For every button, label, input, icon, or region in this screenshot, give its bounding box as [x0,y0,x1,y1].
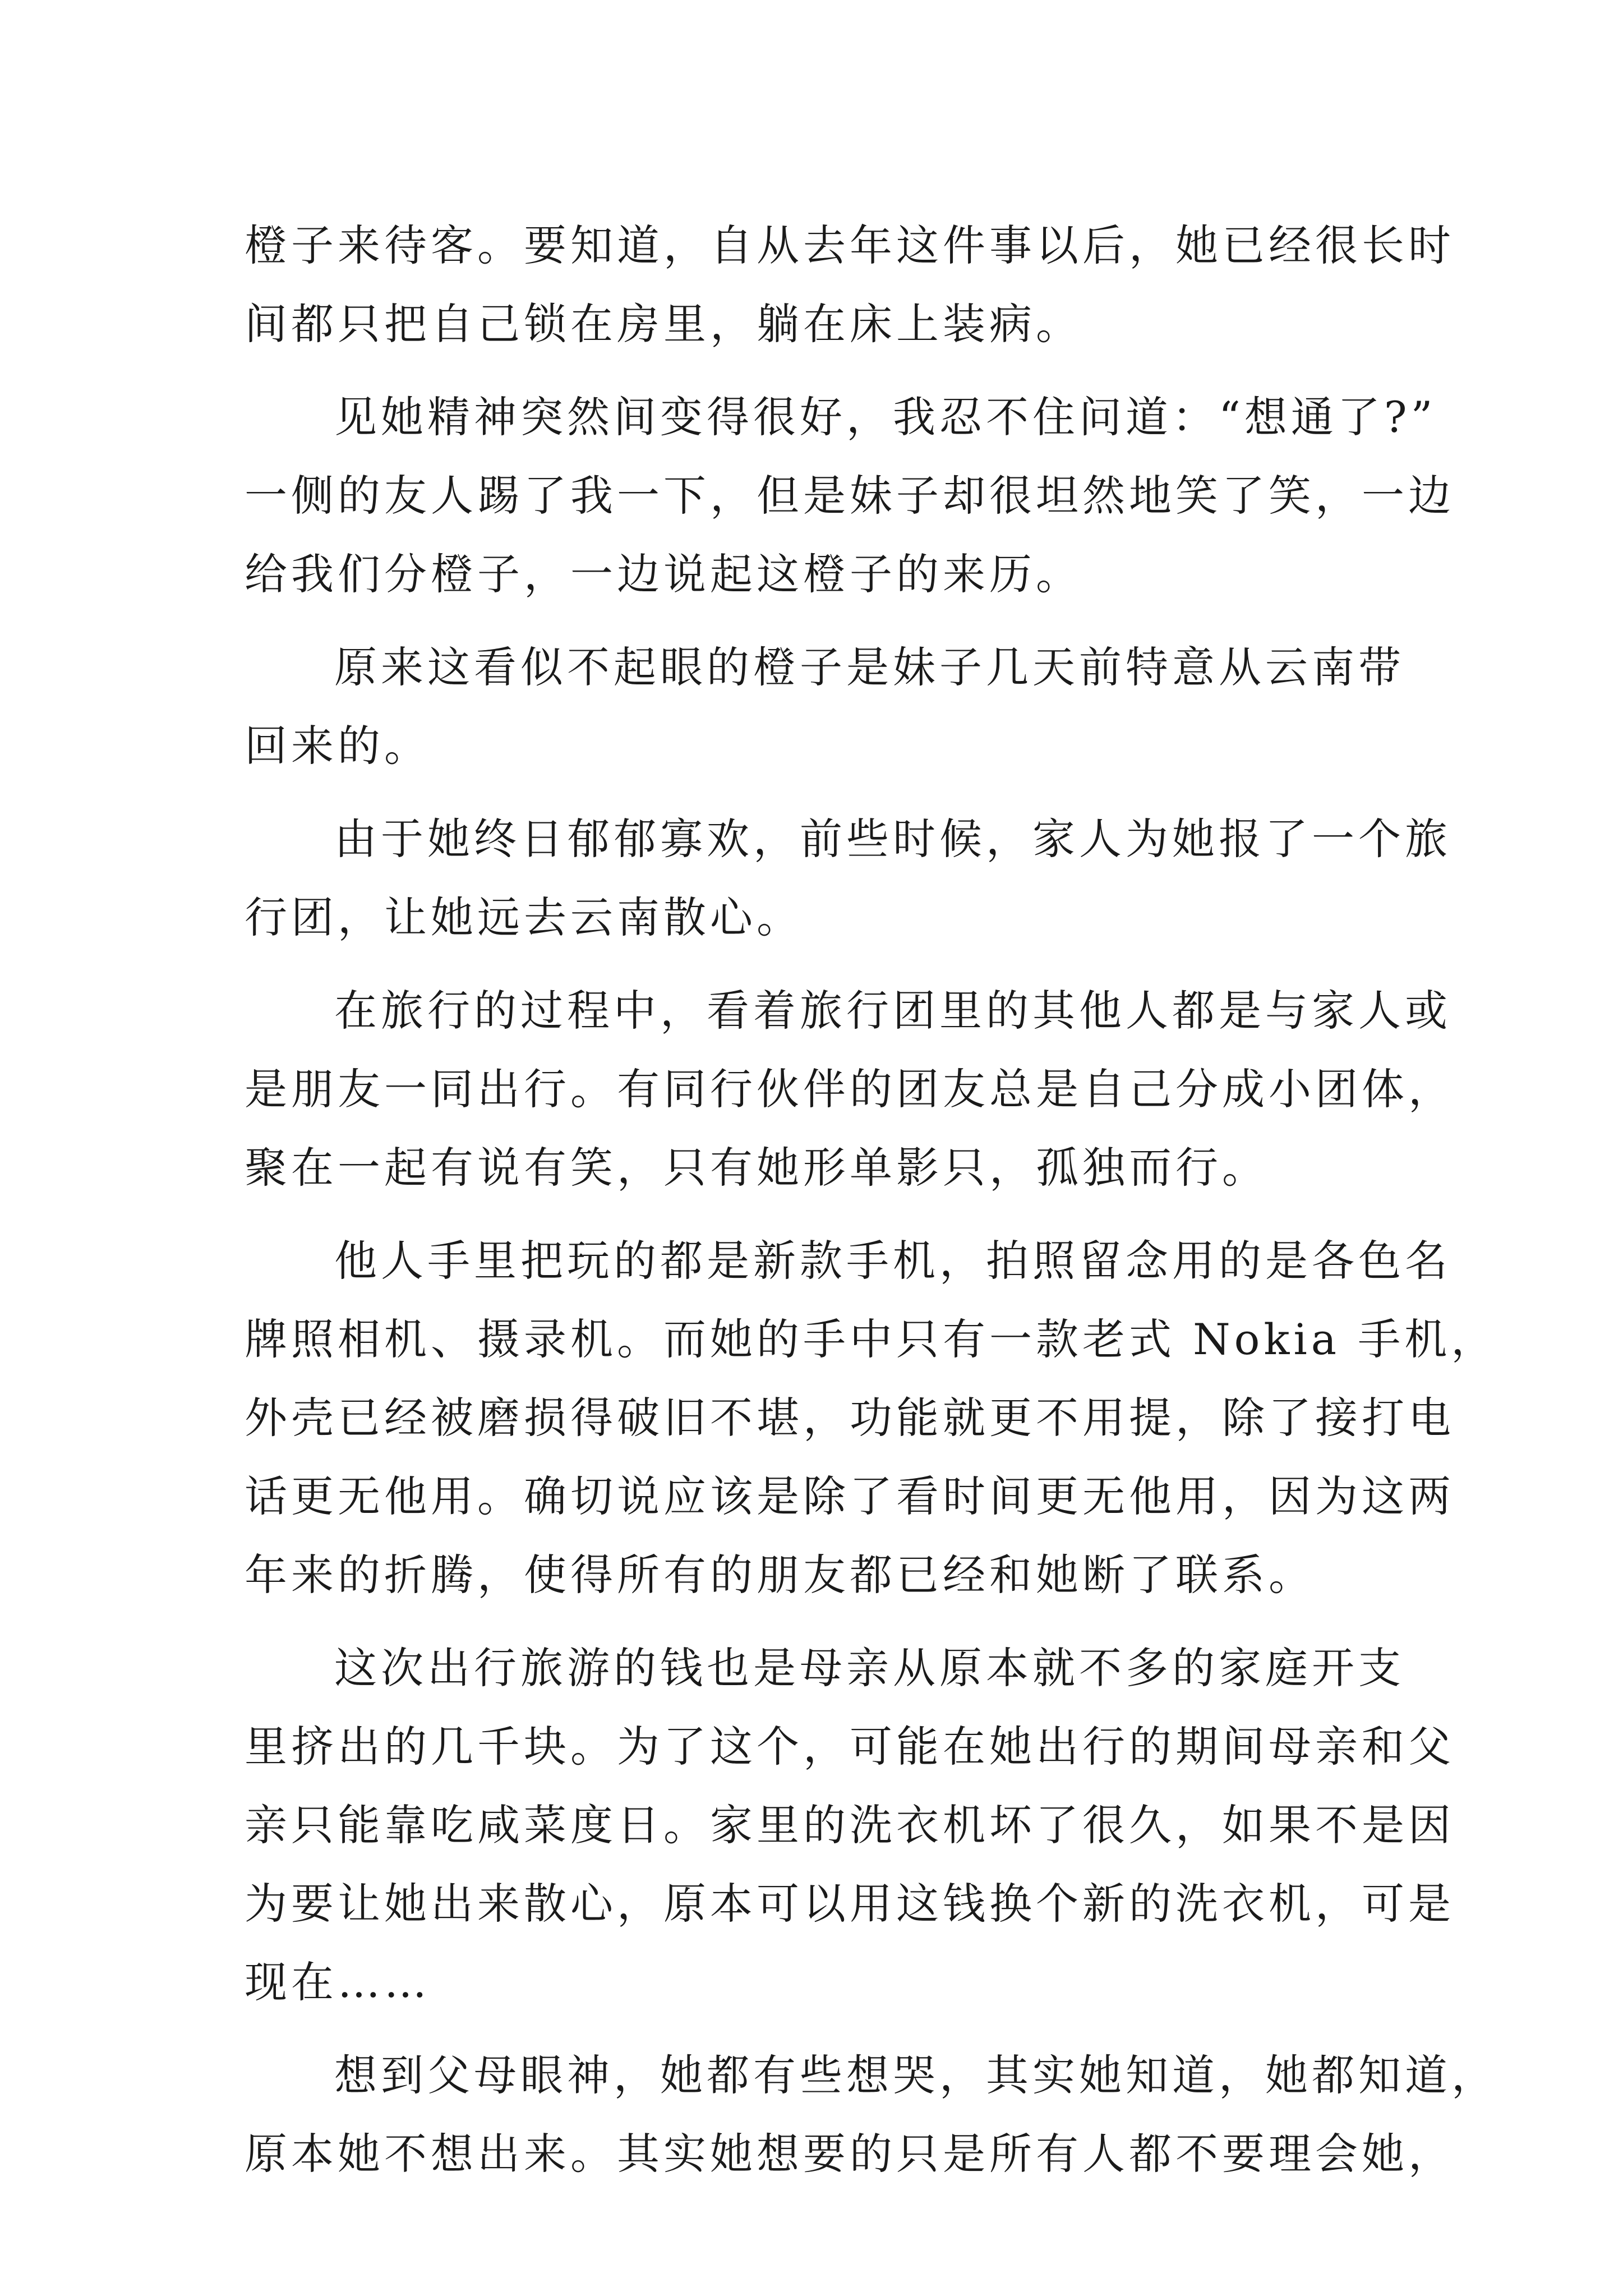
paragraph-first-line: 由于她终日郁郁寡欢，前些时候，家人为她报了一个旅 [334,814,1451,864]
text-line: 亲只能靠吃咸菜度日。家里的洗衣机坏了很久，如果不是因 [245,1800,1455,1850]
text-line: 橙子来待客。要知道，自从去年这件事以后，她已经很长时 [245,220,1455,270]
text-line: 牌照相机、摄录机。而她的手中只有一款老式 Nokia 手机， [245,1314,1498,1364]
text-line: 行团，让她远去云南散心。 [245,892,803,942]
text-line: 为要让她出来散心，原本可以用这钱换个新的洗衣机，可是 [245,1879,1455,1929]
text-line: 聚在一起有说有笑，只有她形单影只，孤独而行。 [245,1143,1269,1193]
text-line: 原本她不想出来。其实她想要的只是所有人都不要理会她， [245,2129,1455,2179]
text-line: 一侧的友人踢了我一下，但是妹子却很坦然地笑了笑，一边 [245,471,1455,521]
paragraph-first-line: 他人手里把玩的都是新款手机，拍照留念用的是各色名 [334,1236,1451,1286]
text-line: 间都只把自己锁在房里，躺在床上装病。 [245,299,1082,349]
paragraph-first-line: 想到父母眼神，她都有些想哭，其实她知道，她都知道， [334,2050,1498,2100]
text-line: 回来的。 [245,721,431,771]
paragraph-first-line: 原来这看似不起眼的橙子是妹子几天前特意从云南带 [334,642,1405,692]
document-body [245,206,1498,2193]
text-line: 话更无他用。确切说应该是除了看时间更无他用，因为这两 [245,1471,1455,1521]
text-line: 年来的折腾，使得所有的朋友都已经和她断了联系。 [245,1550,1315,1600]
paragraph-first-line: 见她精神突然间变得很好，我忍不住问道：“想通了?” [334,392,1437,442]
text-line: 现在…… [245,1957,431,2007]
paragraph-first-line: 在旅行的过程中，看着旅行团里的其他人都是与家人或 [334,986,1451,1036]
text-line: 外壳已经被磨损得破旧不堪，功能就更不用提，除了接打电 [245,1393,1455,1443]
text-line: 是朋友一同出行。有同行伙伴的团友总是自己分成小团体， [245,1064,1455,1114]
text-line: 里挤出的几千块。为了这个，可能在她出行的期间母亲和父 [245,1722,1455,1772]
text-line: 给我们分橙子，一边说起这橙子的来历。 [245,549,1082,599]
paragraph-first-line: 这次出行旅游的钱也是母亲从原本就不多的家庭开支 [334,1643,1405,1693]
